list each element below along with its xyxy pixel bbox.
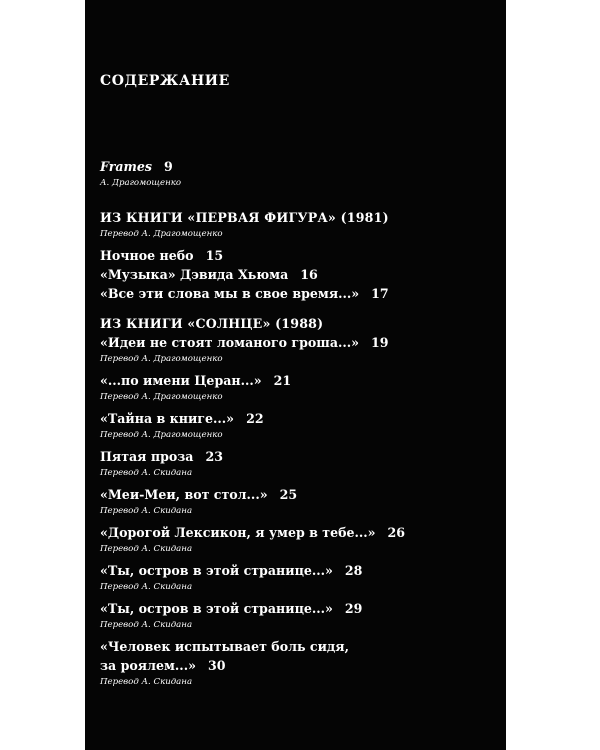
- entry-title: «Человек испытывает боль сидя, за роялем...»: [100, 639, 349, 673]
- entry-title: «Дорогой Лексикон, я умер в тебе...»: [100, 525, 376, 540]
- entry-page-number: 16: [300, 267, 318, 282]
- toc-entry[interactable]: [100, 284, 495, 303]
- translator-credit: Перевод А. Скидана: [100, 620, 193, 630]
- translator-credit: Перевод А. Скидана: [100, 677, 193, 687]
- toc-entry[interactable]: [100, 637, 355, 675]
- entry-page-number: 26: [387, 525, 406, 540]
- entry-page-number: 21: [273, 373, 292, 388]
- section-title-first-figure: ИЗ КНИГИ «ПЕРВАЯ ФИГУРА» (1981): [100, 210, 389, 225]
- translator-credit: Перевод А. Драгомощенко: [100, 354, 223, 364]
- toc-entry[interactable]: [100, 561, 495, 580]
- section-title-sun: ИЗ КНИГИ «СОЛНЦЕ» (1988): [100, 316, 324, 331]
- translator-credit: Перевод А. Драгомощенко: [100, 229, 223, 239]
- entry-title: «Ты, остров в этой странице...»: [100, 563, 333, 578]
- entry-title: «...по имени Церан...»: [100, 373, 262, 388]
- entry-title: Frames: [100, 159, 152, 174]
- entry-page-number: 9: [163, 159, 173, 174]
- translator-credit: А. Драгомощенко: [100, 178, 182, 188]
- entry-page-number: 19: [371, 335, 389, 350]
- translator-credit: Перевод А. Драгомощенко: [100, 430, 223, 440]
- toc-entry[interactable]: [100, 523, 495, 542]
- toc-entry[interactable]: [100, 485, 495, 504]
- entry-page-number: 23: [205, 449, 224, 464]
- book-page: [85, 0, 506, 750]
- toc-entry[interactable]: [100, 409, 495, 428]
- toc-entry[interactable]: [100, 246, 495, 265]
- table-of-contents: [100, 158, 495, 694]
- entry-page-number: 22: [246, 411, 264, 426]
- entry-page-number: 25: [279, 487, 298, 502]
- toc-entry[interactable]: [100, 371, 495, 390]
- entry-title: «Все эти слова мы в свое время...»: [100, 286, 360, 301]
- entry-page-number: 30: [207, 658, 226, 673]
- entry-page-number: 17: [371, 286, 389, 301]
- translator-credit: Перевод А. Скидана: [100, 544, 193, 554]
- entry-title: «Музыка» Дэвида Хьюма: [100, 267, 289, 282]
- toc-entry-frames[interactable]: [100, 158, 495, 176]
- entry-title: Ночное небо: [100, 248, 194, 263]
- entry-title: «Ты, остров в этой странице...»: [100, 601, 333, 616]
- entry-page-number: 15: [205, 248, 224, 263]
- entry-page-number: 29: [344, 601, 363, 616]
- entry-title: Пятая проза: [100, 449, 194, 464]
- entry-title: «Тайна в книге...»: [100, 411, 235, 426]
- translator-credit: Перевод А. Скидана: [100, 582, 193, 592]
- entry-title: «Меи-Меи, вот стол...»: [100, 487, 268, 502]
- translator-credit: Перевод А. Скидана: [100, 468, 193, 478]
- toc-entry[interactable]: [100, 447, 495, 466]
- toc-entry[interactable]: [100, 265, 495, 284]
- toc-entry[interactable]: [100, 333, 495, 352]
- translator-credit: Перевод А. Скидана: [100, 506, 193, 516]
- entry-title: «Идеи не стоят ломаного гроша...»: [100, 335, 360, 350]
- toc-entry[interactable]: [100, 599, 495, 618]
- page-title: СОДЕРЖАНИЕ: [100, 73, 230, 89]
- entry-page-number: 28: [344, 563, 363, 578]
- translator-credit: Перевод А. Драгомощенко: [100, 392, 223, 402]
